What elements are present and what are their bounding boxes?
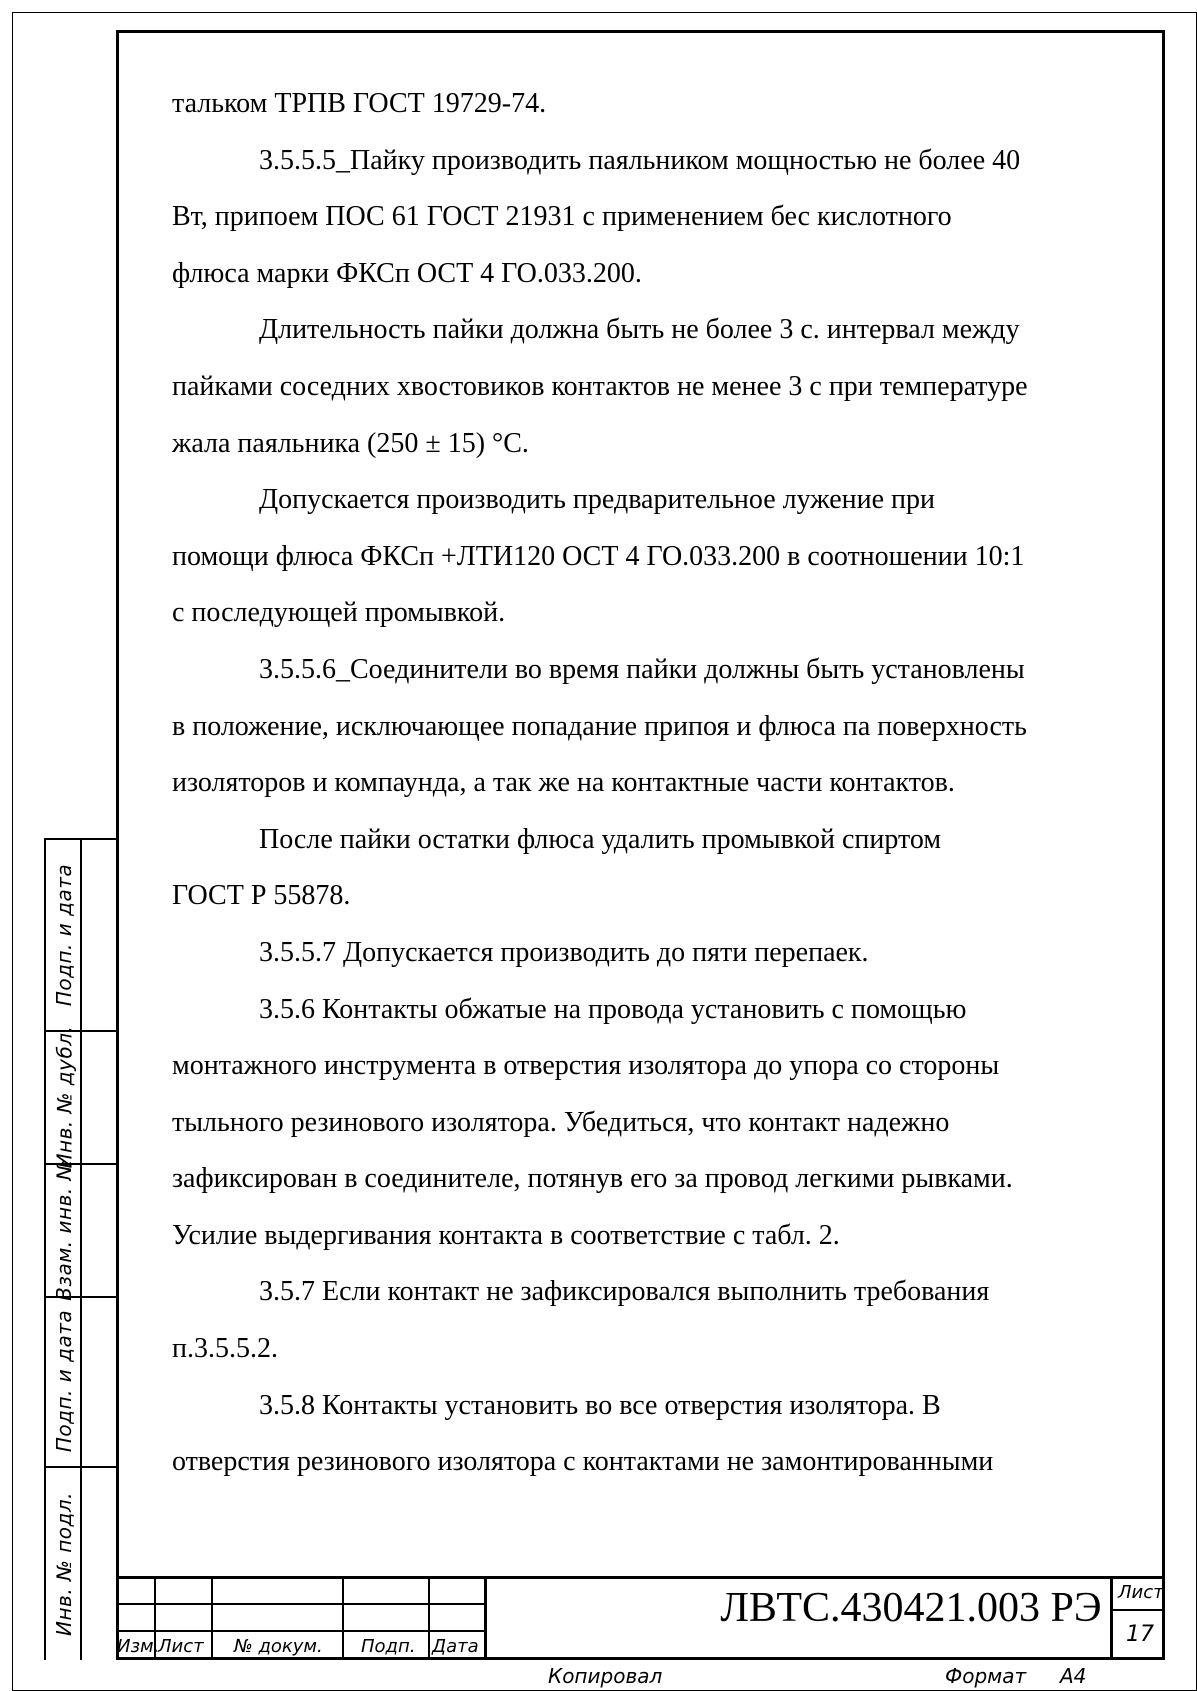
stamp-inv-no-podl: Инв. № подл.: [52, 1492, 77, 1636]
text-line: изоляторов и компаунда, а так же на контактные части контактов.: [172, 767, 955, 799]
stamp-divider: [80, 840, 82, 1660]
text-line: После пайки остатки флюса удалить промывкой спиртом: [259, 823, 942, 855]
text-line: Вт, припоем ПОС 61 ГОСТ 21931 с применением бес кислотного: [172, 201, 952, 233]
label-podp: Подп.: [361, 1636, 416, 1657]
sheet-number: 17: [1126, 1622, 1154, 1647]
text-line: монтажного инструмента в отверстия изолятора до упора со стороны: [172, 1050, 1000, 1082]
document-number: ЛВТС.430421.003 РЭ: [720, 1585, 1102, 1631]
document-body: [172, 76, 1132, 1491]
footer-kopiroval: Копировал: [548, 1664, 663, 1688]
text-line: Усилие выдергивания контакта в соответствие с табл. 2.: [172, 1219, 840, 1251]
title-block: [116, 1576, 1165, 1660]
text-line: жала паяльника (250 ± 15) °С.: [172, 427, 529, 459]
title-block-row-line: [116, 1603, 486, 1605]
title-block-col-line: [211, 1576, 213, 1660]
label-data: Дата: [432, 1636, 479, 1657]
stamp-podp-i-data-bottom: Подп. и дата: [52, 1309, 76, 1453]
text-line: с последующей промывкой.: [172, 597, 506, 629]
text-line: помощи флюса ФКСп +ЛТИ120 ОСТ 4 ГО.033.200 в соотношении 10:1: [172, 540, 1025, 572]
text-line: 3.5.5.6_Соединители во время пайки должны быть установлены: [259, 653, 1025, 685]
label-izm: Изм.: [117, 1636, 160, 1657]
title-block-row-line: [116, 1630, 486, 1632]
sheet-label: Лист: [1118, 1582, 1164, 1603]
text-line: отверстия резинового изолятора с контактами не замонтированными: [172, 1446, 994, 1478]
text-line: Допускается производить предварительное лужение при: [259, 484, 936, 516]
stamp-cell: [48, 1025, 80, 1168]
footer-format-value: А4: [1060, 1664, 1087, 1688]
stamp-cell: [48, 1158, 80, 1301]
title-block-col-line: [342, 1576, 344, 1660]
text-line: 3.5.5.7 Допускается производить до пяти перепаек.: [259, 936, 869, 968]
text-line: тыльного резинового изолятора. Убедиться, что контакт надежно: [172, 1106, 950, 1138]
text-line: п.3.5.5.2.: [172, 1333, 278, 1365]
stamp-cell: [48, 840, 80, 1030]
stamp-cell: [48, 1296, 80, 1466]
title-block-col-line: [428, 1576, 430, 1660]
text-line: 3.5.5.5_Пайку производить паяльником мощностью не более 40: [259, 144, 1021, 176]
text-line: 3.5.6 Контакты обжатые на провода установить с помощью: [259, 993, 967, 1025]
stamp-podp-i-data-top: Подп. и дата: [52, 863, 76, 1007]
text-line: 3.5.7 Если контакт не зафиксировался выполнить требования: [259, 1276, 990, 1308]
margin-stamp: [44, 838, 116, 1660]
text-line: пайками соседних хвостовиков контактов не менее 3 с при температуре: [172, 370, 1028, 402]
stamp-vzam-inv-no: Взам. инв. №: [52, 1158, 77, 1301]
text-line: ГОСТ Р 55878.: [172, 880, 351, 912]
label-list: Лист: [158, 1636, 204, 1657]
text-line: в положение, исключающее попадание припоя и флюса па поверхность: [172, 710, 1027, 742]
text-line: тальком ТРПВ ГОСТ 19729-74.: [172, 88, 547, 119]
text-line: 3.5.8 Контакты установить во все отверстия изолятора. В: [259, 1389, 941, 1421]
text-line: флюса марки ФКСп ОСТ 4 ГО.033.200.: [172, 257, 642, 289]
stamp-cell: [48, 1466, 80, 1662]
stamp-inv-no-dubl: Инв. № дубл.: [52, 1025, 76, 1168]
footer-format-label: Формат: [945, 1664, 1027, 1688]
label-no-dokum: № докум.: [234, 1636, 323, 1657]
title-block-top-line: [116, 1576, 1165, 1579]
title-block-col-line: [484, 1576, 487, 1660]
text-line: зафиксирован в соединителе, потянув его за провод легкими рывками.: [172, 1163, 1013, 1195]
text-line: Длительность пайки должна быть не более 3 с. интервал между: [259, 314, 1020, 346]
